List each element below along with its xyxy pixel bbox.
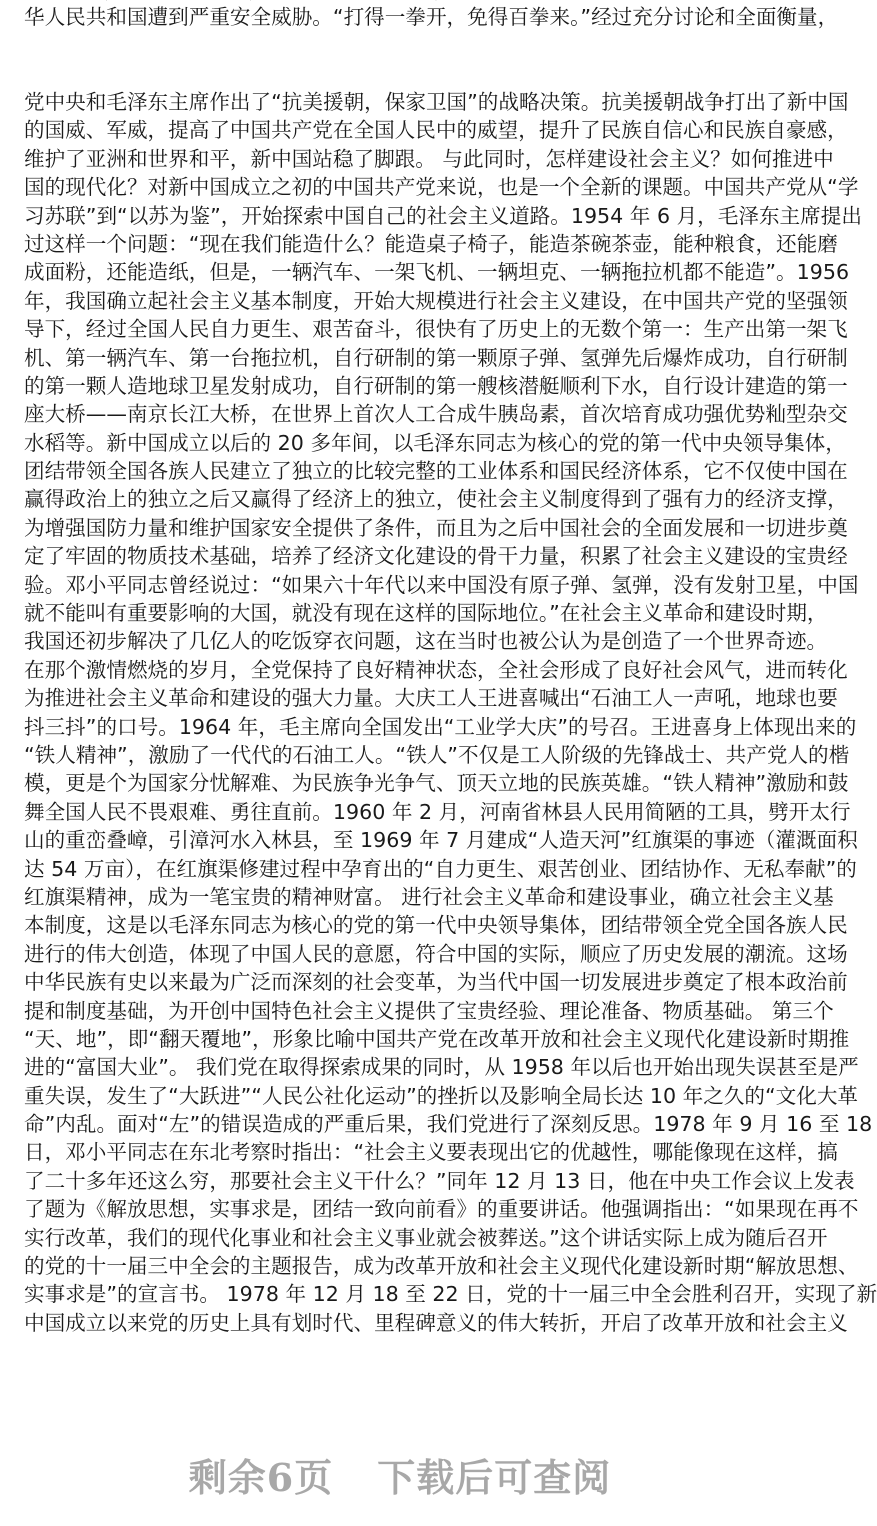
download-banner[interactable]	[0, 1447, 800, 1502]
text-line: 山的重峦叠嶂，引漳河水入林县，至 1969 年 7 月建成“人造天河”红旗渠的事迹（灌溉面积	[24, 828, 858, 853]
text-line: 就不能叫有重要影响的大国，就没有现在这样的国际地位。”在社会主义革命和建设时期，	[24, 601, 828, 626]
text-line: 中国成立以来党的历史上具有划时代、里程碑意义的伟大转折，开启了改革开放和社会主义	[24, 1310, 848, 1335]
text-line: 了题为《解放思想，实事求是，团结一致向前看》的重要讲话。他强调指出：“如果现在再不	[24, 1197, 859, 1222]
text-line: 的党的十一届三中全会的主题报告，成为改革开放和社会主义现代化建设新时期“解放思想、	[24, 1254, 859, 1279]
text-line: 在那个激情燃烧的岁月，全党保持了良好精神状态，全社会形成了良好社会风气，进而转化	[24, 657, 848, 682]
text-line: 日，邓小平同志在东北考察时指出：“社会主义要表现出它的优越性，哪能像现在这样，搞	[24, 1140, 838, 1165]
text-line: 验。邓小平同志曾经说过：“如果六十年代以来中国没有原子弹、氢弹，没有发射卫星，中国	[24, 572, 859, 597]
text-line: 为推进社会主义革命和建设的强大力量。大庆工人王进喜喊出“石油工人一声吼，地球也要	[24, 686, 838, 711]
text-line: 维护了亚洲和世界和平，新中国站稳了脚跟。 与此同时，怎样建设社会主义？如何推进中	[24, 146, 834, 171]
text-line: 抖三抖”的口号。1964 年，毛主席向全国发出“工业学大庆”的号召。王进喜身上体现出来的	[24, 714, 857, 739]
text-line: 机、第一辆汽车、第一台拖拉机，自行研制的第一颗原子弹、氢弹先后爆炸成功，自行研制	[24, 345, 848, 370]
text-line: 成面粉，还能造纸，但是，一辆汽车、一架飞机、一辆坦克、一辆拖拉机都不能造”。1956	[24, 260, 850, 285]
text-line: 的第一颗人造地球卫星发射成功，自行研制的第一艘核潜艇顺利下水，自行设计建造的第一	[24, 373, 848, 398]
text-line: 舞全国人民不畏艰难、勇往直前。1960 年 2 月，河南省林县人民用简陋的工具，劈开太行	[24, 799, 851, 824]
text-line: 红旗渠精神，成为一笔宝贵的精神财富。 进行社会主义革命和建设事业，确立社会主义基	[24, 884, 834, 909]
text-line: 实事求是”的宣言书。 1978 年 12 月 18 至 22 日，党的十一届三中全会胜利召开，实现了新	[24, 1282, 877, 1307]
document-text-top	[24, 0, 839, 32]
remaining-pages-label: 剩余6页	[188, 1455, 334, 1500]
text-line: 提和制度基础，为开创中国特色社会主义提供了宝贵经验、理论准备、物质基础。 第三个	[24, 998, 834, 1023]
text-line: 实行改革，我们的现代化事业和社会主义事业就会被葬送。”这个讲话实际上成为随后召开	[24, 1225, 828, 1250]
text-line: 的国威、军威，提高了中国共产党在全国人民中的威望，提升了民族自信心和民族自豪感，	[24, 118, 848, 143]
text-line: 为增强国防力量和维护国家安全提供了条件，而且为之后中国社会的全面发展和一切进步奠	[24, 515, 848, 540]
text-line: 进行的伟大创造，体现了中国人民的意愿，符合中国的实际，顺应了历史发展的潮流。这场	[24, 941, 848, 966]
text-line: 达 54 万亩），在红旗渠修建过程中孕育出的“自力更生、艰苦创业、团结协作、无私奉献”的	[24, 856, 857, 881]
text-line: 年，我国确立起社会主义基本制度，开始大规模进行社会主义建设，在中国共产党的坚强领	[24, 288, 848, 313]
text-line: 习苏联”到“以苏为鉴”，开始探索中国自己的社会主义道路。1954 年 6 月，毛泽东主席提出	[24, 203, 862, 228]
text-line: 过这样一个问题：“现在我们能造什么？能造桌子椅子，能造茶碗茶壶，能种粮食，还能磨	[24, 231, 838, 256]
text-line: 重失误，发生了“大跃进”“人民公社化运动”的挫折以及影响全局长达 10 年之久的“文化大革	[24, 1083, 859, 1108]
text-line: 我国还初步解决了几亿人的吃饭穿衣问题，这在当时也被公认为是创造了一个世界奇迹。	[24, 629, 828, 654]
text-line: 命”内乱。面对“左”的错误造成的严重后果，我们党进行了深刻反思。1978 年 9 月 16 至 18	[24, 1112, 873, 1137]
text-line: 定了牢固的物质技术基础，培养了经济文化建设的骨干力量，积累了社会主义建设的宝贵经	[24, 544, 848, 569]
document-text-main	[24, 88, 877, 1337]
text-line: 座大桥——南京长江大桥，在世界上首次人工合成牛胰岛素，首次培育成功强优势籼型杂交	[24, 402, 848, 427]
text-line: 本制度，这是以毛泽东同志为核心的党的第一代中央领导集体，团结带领全党全国各族人民	[24, 913, 848, 938]
text-line: 了二十多年还这么穷，那要社会主义干什么？”同年 12 月 13 日，他在中央工作会议上发表	[24, 1168, 855, 1193]
text-line: 模，更是个为国家分忧解难、为民族争光争气、顶天立地的民族英雄。“铁人精神”激励和鼓	[24, 771, 849, 796]
text-line: 国的现代化？对新中国成立之初的中国共产党来说，也是一个全新的课题。中国共产党从“学	[24, 175, 859, 200]
text-line: 水稻等。新中国成立以后的 20 多年间，以毛泽东同志为核心的党的第一代中央领导集体，	[24, 430, 846, 455]
text-line: “铁人精神”，激励了一代代的石油工人。“铁人”不仅是工人阶级的先锋战士、共产党人的楷	[24, 742, 850, 767]
text-line: 华人民共和国遭到严重安全威胁。“打得一拳开，免得百拳来。”经过充分讨论和全面衡量，	[24, 5, 839, 30]
text-line: 赢得政治上的独立之后又赢得了经济上的独立，使社会主义制度得到了强有力的经济支撑，	[24, 487, 848, 512]
text-line: 中华民族有史以来最为广泛而深刻的社会变革，为当代中国一切发展进步奠定了根本政治前	[24, 970, 848, 995]
text-line: 进的“富国大业”。 我们党在取得探索成果的同时，从 1958 年以后也开始出现失误甚至是严	[24, 1055, 859, 1080]
text-line: 团结带领全国各族人民建立了独立的比较完整的工业体系和国民经济体系，它不仅使中国在	[24, 459, 848, 484]
text-line: 导下，经过全国人民自力更生、艰苦奋斗，很快有了历史上的无数个第一：生产出第一架飞	[24, 317, 848, 342]
download-to-read-label[interactable]: 下载后可查阅	[377, 1455, 612, 1500]
text-line: 党中央和毛泽东主席作出了“抗美援朝，保家卫国”的战略决策。抗美援朝战争打出了新中国	[24, 90, 849, 114]
text-line: “天、地”，即“翻天覆地”，形象比喻中国共产党在改革开放和社会主义现代化建设新时期推	[24, 1026, 850, 1051]
